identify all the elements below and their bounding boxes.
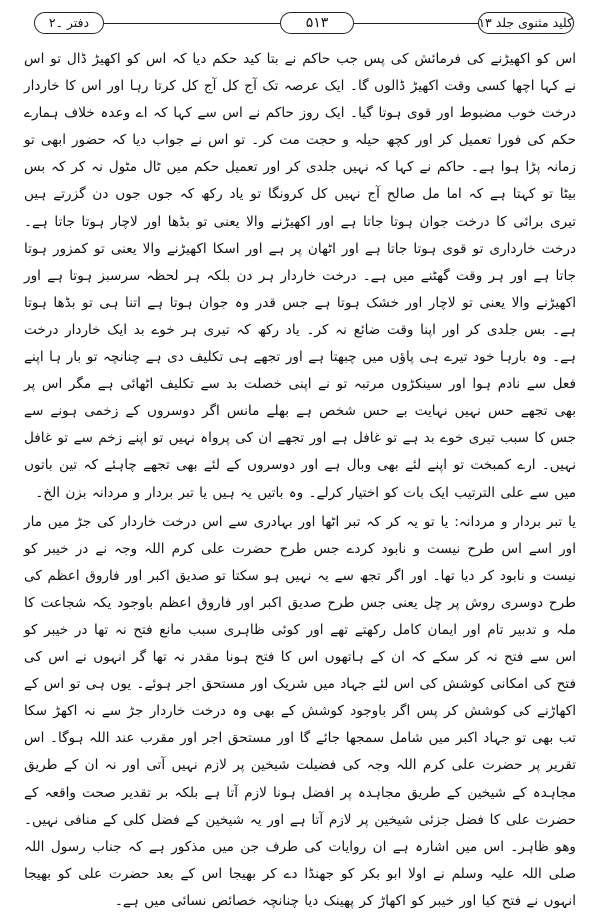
section-label: دفتر ۔۲ bbox=[34, 12, 104, 34]
book-title: کلید مثنوی جلد ۱۳ bbox=[478, 12, 574, 34]
page-header bbox=[18, 8, 582, 38]
page-number: ۵۱۳ bbox=[280, 12, 354, 34]
page-body bbox=[18, 46, 582, 915]
paragraph-2: یا تبر بردار و مردانہ: یا تو یہ کر کہ تبر اٹھا اور بہادری سے اس درخت خاردار کی جڑ میں مار اور اسے اس طرح نیست و نابود کردے جس طرح حضرت علی کرم اللہ وجہ نے در خیبر کو نیست و نابود کر دیا تھا۔ اور اگر تجھ سے یہ نہیں ہو سکتا تو صدیق اکبر اور فاروق اعظم کی طرح دوسری روش پر چل یعنی جس طرح صدیق اکبر اور فاروق اعظم باوجود یکہ شجاعت کا ملہ و تدبیر تام اور ایمان کامل رکھتے تھے اور کوئی ظاہری سبب مانع فتح نہ تھا در خیبر کو اس سے فتح نہ کر سکے کہ ان کے ہاتھوں اس کا فتح ہونا مقدر نہ تھا گر انہوں نے اس کی فتح کی امکانی کوشش کی اس لئے جہاد میں شریک اور مستحق اجر ہوئے۔ یوں ہی تو اس کے اکھاڑنے کی کوشش کر پس اگر باوجود کوشش کے بھی وہ درخت خاردار جڑ سے نہ اکھڑ سکا تب بھی تو جہاد اکبر میں شامل سمجھا جائے گا اور مستحق اجر اور مقرب عند اللہ ہوگا۔ اس تقریر پر حضرت علی کرم اللہ وجہ کی فضیلت شیخین پر لازم نہیں آتی اور نہ ان کے طریق مجاہدہ کے شیخین کے طریق مجاہدہ پر افضل ہونا لازم آتا ہے بلکہ بر تقدیر صحت واقعہ کے حضرت علی کا فضل جزئی شیخین پر لازم آتا ہے اور یہ شیخین کے فضل کلی کے منافی نہیں۔ وھو ظاہر۔ اس میں اشارہ ہے ان روایات کی طرف جن میں مذکور ہے کہ جناب رسول اللہ صلی اللہ علیہ وسلم نے اولا ابو بکر کو جھنڈا دے کر بھیجا اس کے بعد حضرت علی کو بھیجا انہوں نے فتح کیا اور خیبر کو اکھاڑ کر پھینک دیا چنانچہ خصائص نسائی میں ہے۔ bbox=[24, 513, 576, 909]
header-rule-left bbox=[104, 23, 280, 24]
paragraph-1: اس کو اکھیڑنے کی فرمائش کی پس جب حاکم نے بتا کید حکم دیا کہ اس کو اکھیڑ ڈال تو اس نے کہا اچھا کسی وقت اکھیڑ ڈالوں گا۔ ایک عرصہ تک آج کل آج کل کرتا رہا اور اس کا خاردار درخت خوب مضبوط اور قوی ہوتا گیا۔ ایک روز حاکم نے اس سے کہا کہ اے وعدہ خلاف ہمارے حکم کی فورا تعمیل کر اور کچھ حیلہ و حجت مت کر۔ تو اس نے جواب دیا کہ حضور ابھی تو زمانہ پڑا ہوا ہے۔ حاکم نے کہا کہ نہیں جلدی کر اور تعمیل حکم میں ٹال مٹول نہ کر کہ بس بیٹا تو کہتا ہے کہ اما مل صالح آج نہیں کل کرونگا تو یاد رکھ کہ جوں جوں دن گزرتے ہیں تیری برائی کا درخت جوان ہوتا جاتا ہے اور اکھیڑنے والا یعنی تو بڈھا اور لاچار ہوتا جاتا ہے۔ درخت خارداری تو قوی ہوتا جاتا ہے اور اٹھان پر ہے اور اسکا اکھیڑنے والا یعنی تو کمزور ہوتا جاتا ہے اور ہر وقت گھٹنے میں ہے۔ درخت خاردار ہر دن بلکہ ہر لحظہ سرسبز ہوتا ہے اور اکھیڑنے والا یعنی تو لاچار اور خشک ہوتا ہے جس قدر وہ جوان ہوتا ہے اتنا ہی تو بڈھا ہوتا ہے۔ بس جلدی کر اور اپنا وقت ضائع نہ کر۔ یاد رکھ کہ تیری ہر خوے بد ایک خاردار درخت ہے۔ وہ بارہا خود تیرے ہی پاؤں میں چبھتا ہے اور تجھے ہی تکلیف دی ہے چنانچہ تو بار ہا اپنے فعل سے نادم ہوا اور سینکڑوں مرتبہ تو نے اپنی خصلت بد سے تکلیف اٹھائی ہے مگر اس پر بھی تجھے حس نہیں نہایت بے حس شخص ہے بھلے مانس اگر دوسروں کے زخمی ہونے سے جس کا سبب تیری خوے بد ہے تو غافل ہے اور تجھے ان کی پرواہ نہیں تو اپنے زخم سے تو غافل نہیں۔ ارے کمبخت تو اپنے لئے بھی وبال ہے اور دوسروں کے لئے بھی تجھے چاہئے کہ تین باتوں میں سے علی الترتیب ایک بات کو اختیار کرلے۔ وہ باتیں یہ ہیں یا تبر بردار و مردانہ بزن الخ۔ bbox=[24, 51, 576, 501]
